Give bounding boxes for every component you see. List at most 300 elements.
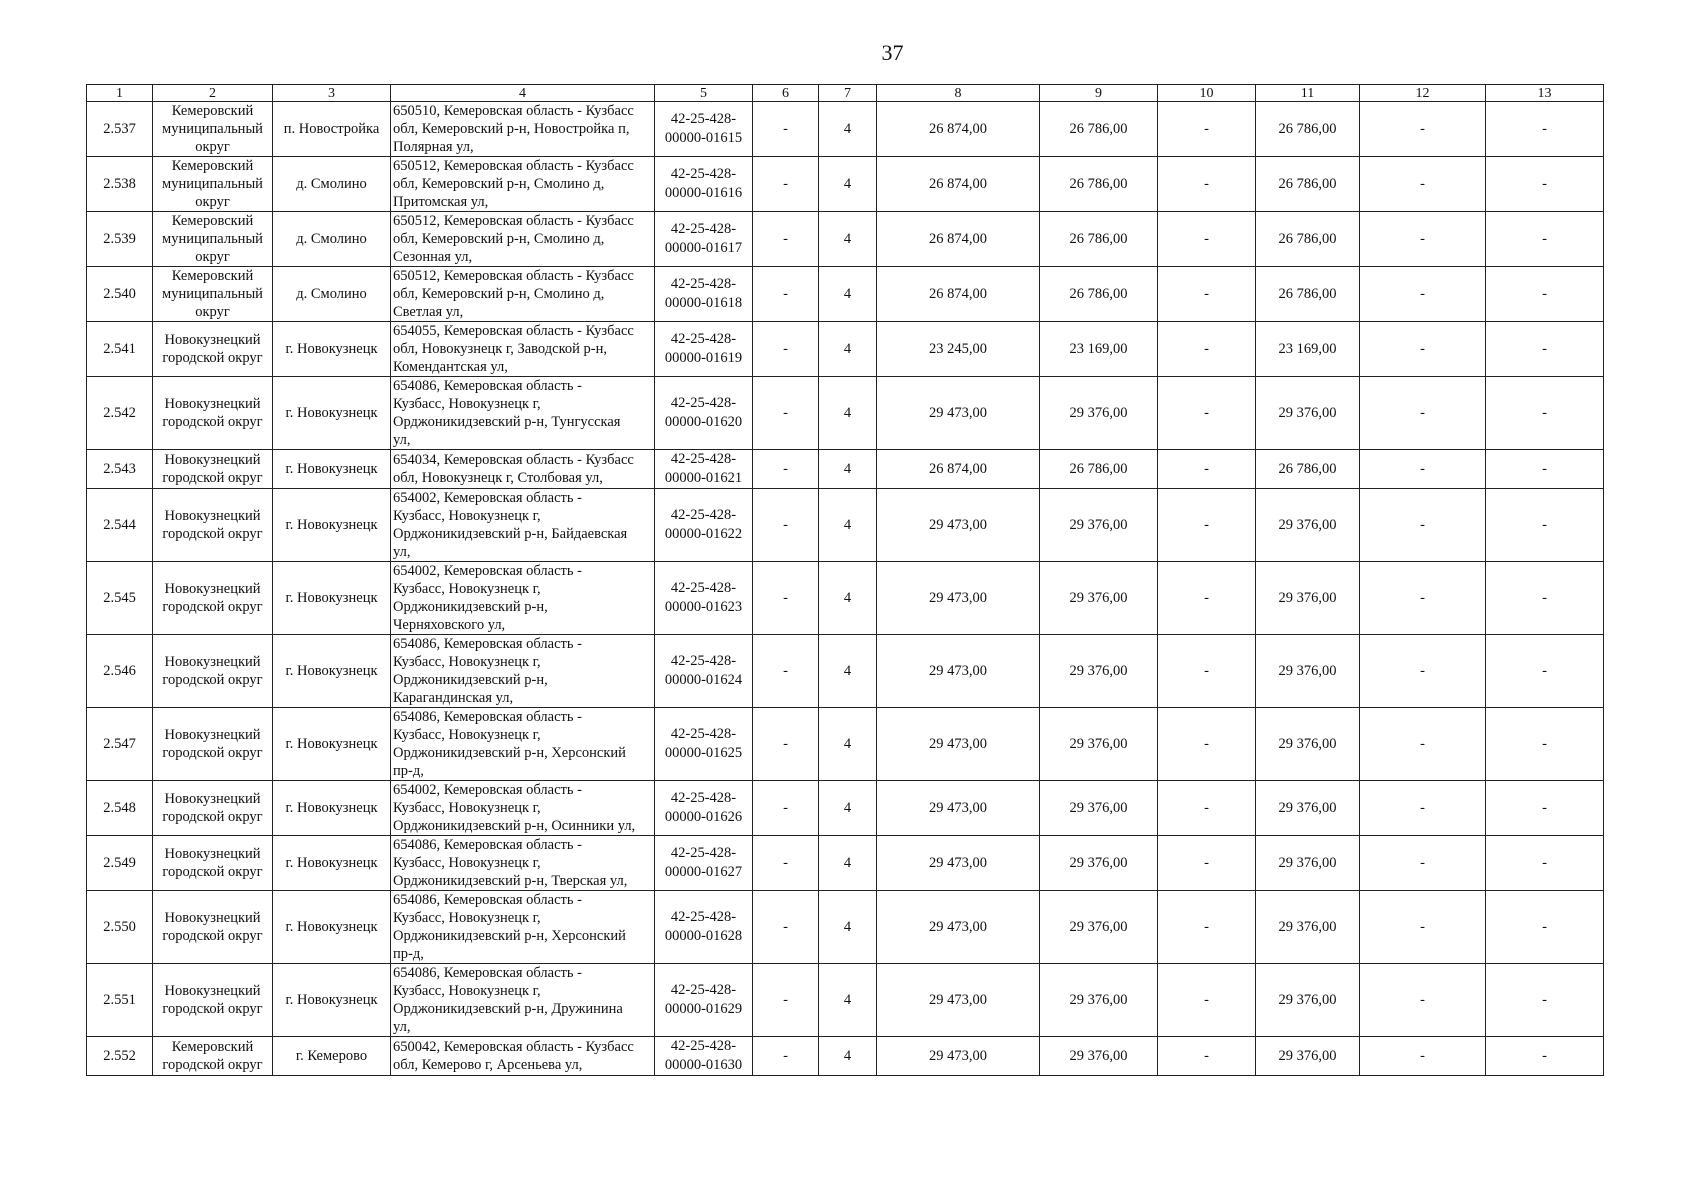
row-number: 2.540 (87, 267, 153, 322)
column-header: 10 (1158, 85, 1256, 102)
value-cell-11: 29 376,00 (1256, 635, 1360, 708)
cell-line: Орджоникидзевский р-н, Херсонский (393, 745, 626, 761)
value-cell-9: 29 376,00 (1040, 781, 1158, 836)
value-cell-7: 4 (819, 489, 877, 562)
cell-line: 00000-01619 (664, 350, 743, 366)
locality-cell: г. Новокузнецк (273, 322, 391, 377)
cell-line: 00000-01627 (664, 864, 743, 880)
value-cell-7: 4 (819, 450, 877, 489)
value-cell-13: - (1486, 450, 1604, 489)
value-cell-9: 29 376,00 (1040, 1037, 1158, 1076)
value-cell-6: - (753, 322, 819, 377)
value-cell-10: - (1158, 212, 1256, 267)
cell-line: 00000-01615 (664, 130, 743, 146)
value-cell-12: - (1360, 377, 1486, 450)
cell-line: Новокузнецкий (164, 983, 261, 999)
value-cell-6: - (753, 635, 819, 708)
cell-line: Кемеровский (171, 268, 254, 284)
value-cell-7: 4 (819, 781, 877, 836)
locality-cell: д. Смолино (273, 212, 391, 267)
locality-cell: г. Новокузнецк (273, 708, 391, 781)
cell-line: ул, (393, 432, 411, 448)
cell-line: Новокузнецкий (164, 396, 261, 412)
cell-line: Кемеровский (171, 1039, 254, 1055)
column-header: 2 (153, 85, 273, 102)
value-cell-8: 29 473,00 (877, 836, 1040, 891)
value-cell-12: - (1360, 102, 1486, 157)
value-cell-6: - (753, 891, 819, 964)
cell-line: Орджоникидзевский р-н, (393, 672, 548, 688)
district-cell (153, 1037, 273, 1076)
table-row (87, 157, 1604, 212)
cell-line: Кемеровский (171, 103, 254, 119)
value-cell-12: - (1360, 836, 1486, 891)
cell-line: муниципальный (162, 121, 263, 137)
address-cell (391, 489, 655, 562)
value-cell-9: 29 376,00 (1040, 836, 1158, 891)
table-row (87, 489, 1604, 562)
row-number: 2.548 (87, 781, 153, 836)
value-cell-9: 29 376,00 (1040, 964, 1158, 1037)
value-cell-9: 23 169,00 (1040, 322, 1158, 377)
address-cell (391, 964, 655, 1037)
address-cell (391, 708, 655, 781)
cell-line: городской округ (162, 350, 263, 366)
value-cell-11: 29 376,00 (1256, 562, 1360, 635)
cell-line: 42-25-428- (670, 845, 737, 861)
address-cell (391, 450, 655, 489)
cell-line: Орджоникидзевский р-н, Осинники ул, (393, 818, 636, 834)
value-cell-7: 4 (819, 157, 877, 212)
value-cell-8: 26 874,00 (877, 267, 1040, 322)
cell-line: 654086, Кемеровская область - (393, 892, 582, 908)
value-cell-11: 29 376,00 (1256, 891, 1360, 964)
value-cell-9: 29 376,00 (1040, 635, 1158, 708)
column-header: 13 (1486, 85, 1604, 102)
cell-line: 650512, Кемеровская область - Кузбасс (393, 268, 634, 284)
cell-line: 654055, Кемеровская область - Кузбасс (393, 323, 634, 339)
locality-cell: г. Новокузнецк (273, 489, 391, 562)
cell-line: 00000-01617 (664, 240, 743, 256)
value-cell-10: - (1158, 891, 1256, 964)
cell-line: муниципальный (162, 231, 263, 247)
value-cell-8: 26 874,00 (877, 102, 1040, 157)
value-cell-13: - (1486, 102, 1604, 157)
locality-cell: г. Новокузнецк (273, 377, 391, 450)
cell-line: 42-25-428- (670, 507, 737, 523)
value-cell-12: - (1360, 562, 1486, 635)
code-cell (655, 891, 753, 964)
cell-line: округ (195, 304, 230, 320)
value-cell-10: - (1158, 964, 1256, 1037)
cell-line: округ (195, 139, 230, 155)
cell-line: 00000-01630 (664, 1057, 743, 1073)
row-number: 2.545 (87, 562, 153, 635)
page-number: 37 (881, 40, 904, 65)
cell-line: Кузбасс, Новокузнецк г, (393, 800, 541, 816)
cell-line: Сезонная ул, (393, 249, 473, 265)
cell-line: 00000-01628 (664, 928, 743, 944)
value-cell-13: - (1486, 489, 1604, 562)
value-cell-6: - (753, 450, 819, 489)
cell-line: 650512, Кемеровская область - Кузбасс (393, 213, 634, 229)
value-cell-9: 29 376,00 (1040, 377, 1158, 450)
cell-line: 00000-01629 (664, 1001, 743, 1017)
cell-line: Орджоникидзевский р-н, Тунгусская (393, 414, 621, 430)
cell-line: 42-25-428- (670, 395, 737, 411)
code-cell (655, 1037, 753, 1076)
value-cell-12: - (1360, 1037, 1486, 1076)
cell-line: 654086, Кемеровская область - (393, 709, 582, 725)
value-cell-8: 29 473,00 (877, 489, 1040, 562)
district-cell (153, 267, 273, 322)
value-cell-10: - (1158, 377, 1256, 450)
row-number: 2.547 (87, 708, 153, 781)
value-cell-13: - (1486, 157, 1604, 212)
value-cell-6: - (753, 157, 819, 212)
value-cell-7: 4 (819, 635, 877, 708)
value-cell-7: 4 (819, 1037, 877, 1076)
cell-line: Орджоникидзевский р-н, Дружинина (393, 1001, 623, 1017)
value-cell-9: 26 786,00 (1040, 157, 1158, 212)
code-cell (655, 708, 753, 781)
row-number: 2.538 (87, 157, 153, 212)
value-cell-12: - (1360, 489, 1486, 562)
cell-line: ул, (393, 1019, 411, 1035)
column-header: 3 (273, 85, 391, 102)
column-header: 11 (1256, 85, 1360, 102)
value-cell-13: - (1486, 635, 1604, 708)
address-cell (391, 781, 655, 836)
cell-line: Кемеровский (171, 213, 254, 229)
cell-line: Новокузнецкий (164, 727, 261, 743)
cell-line: городской округ (162, 672, 263, 688)
cell-line: Новокузнецкий (164, 508, 261, 524)
address-cell (391, 157, 655, 212)
cell-line: 42-25-428- (670, 451, 737, 467)
column-header: 8 (877, 85, 1040, 102)
code-cell (655, 964, 753, 1037)
cell-line: 654002, Кемеровская область - (393, 490, 582, 506)
code-cell (655, 450, 753, 489)
cell-line: Новокузнецкий (164, 452, 261, 468)
cell-line: 00000-01625 (664, 745, 743, 761)
value-cell-6: - (753, 267, 819, 322)
cell-line: Черняховского ул, (393, 617, 506, 633)
value-cell-12: - (1360, 708, 1486, 781)
header-row (87, 85, 1604, 102)
value-cell-12: - (1360, 781, 1486, 836)
cell-line: городской округ (162, 599, 263, 615)
value-cell-6: - (753, 377, 819, 450)
cell-line: 42-25-428- (670, 653, 737, 669)
cell-line: 00000-01622 (664, 526, 743, 542)
table-row (87, 322, 1604, 377)
value-cell-6: - (753, 836, 819, 891)
cell-line: обл, Новокузнецк г, Столбовая ул, (393, 470, 603, 486)
value-cell-8: 29 473,00 (877, 562, 1040, 635)
value-cell-9: 26 786,00 (1040, 267, 1158, 322)
value-cell-6: - (753, 562, 819, 635)
cell-line: Орджоникидзевский р-н, Тверская ул, (393, 873, 628, 889)
cell-line: 650512, Кемеровская область - Кузбасс (393, 158, 634, 174)
code-cell (655, 212, 753, 267)
value-cell-13: - (1486, 836, 1604, 891)
value-cell-8: 29 473,00 (877, 708, 1040, 781)
value-cell-12: - (1360, 891, 1486, 964)
district-cell (153, 635, 273, 708)
table-row (87, 377, 1604, 450)
cell-line: обл, Кемерово г, Арсеньева ул, (393, 1057, 583, 1073)
cell-line: 42-25-428- (670, 726, 737, 742)
value-cell-13: - (1486, 212, 1604, 267)
value-cell-11: 29 376,00 (1256, 708, 1360, 781)
row-number: 2.542 (87, 377, 153, 450)
district-cell (153, 562, 273, 635)
cell-line: 654002, Кемеровская область - (393, 782, 582, 798)
cell-line: 42-25-428- (670, 221, 737, 237)
address-cell (391, 212, 655, 267)
locality-cell: г. Новокузнецк (273, 964, 391, 1037)
data-table (86, 84, 1604, 1076)
cell-line: 00000-01621 (664, 470, 743, 486)
cell-line: Кузбасс, Новокузнецк г, (393, 910, 541, 926)
value-cell-7: 4 (819, 836, 877, 891)
address-cell (391, 836, 655, 891)
column-header: 6 (753, 85, 819, 102)
value-cell-7: 4 (819, 212, 877, 267)
cell-line: Кузбасс, Новокузнецк г, (393, 727, 541, 743)
cell-line: Комендантская ул, (393, 359, 508, 375)
cell-line: 654086, Кемеровская область - (393, 965, 582, 981)
cell-line: Новокузнецкий (164, 332, 261, 348)
value-cell-8: 29 473,00 (877, 891, 1040, 964)
cell-line: 650042, Кемеровская область - Кузбасс (393, 1039, 634, 1055)
cell-line: пр-д, (393, 763, 424, 779)
row-number: 2.546 (87, 635, 153, 708)
cell-line: 654086, Кемеровская область - (393, 636, 582, 652)
cell-line: обл, Кемеровский р-н, Смолино д, (393, 286, 605, 302)
address-cell (391, 1037, 655, 1076)
value-cell-10: - (1158, 322, 1256, 377)
value-cell-8: 26 874,00 (877, 450, 1040, 489)
column-header: 1 (87, 85, 153, 102)
value-cell-6: - (753, 212, 819, 267)
cell-line: 42-25-428- (670, 909, 737, 925)
value-cell-13: - (1486, 781, 1604, 836)
cell-line: округ (195, 249, 230, 265)
table-row (87, 102, 1604, 157)
code-cell (655, 322, 753, 377)
value-cell-8: 26 874,00 (877, 157, 1040, 212)
value-cell-13: - (1486, 377, 1604, 450)
address-cell (391, 377, 655, 450)
district-cell (153, 322, 273, 377)
cell-line: городской округ (162, 809, 263, 825)
district-cell (153, 836, 273, 891)
value-cell-6: - (753, 781, 819, 836)
value-cell-10: - (1158, 157, 1256, 212)
value-cell-10: - (1158, 781, 1256, 836)
value-cell-9: 29 376,00 (1040, 891, 1158, 964)
locality-cell: г. Новокузнецк (273, 891, 391, 964)
value-cell-8: 29 473,00 (877, 377, 1040, 450)
value-cell-11: 29 376,00 (1256, 377, 1360, 450)
value-cell-9: 29 376,00 (1040, 562, 1158, 635)
cell-line: 654034, Кемеровская область - Кузбасс (393, 452, 634, 468)
cell-line: обл, Новокузнецк г, Заводской р-н, (393, 341, 607, 357)
cell-line: 42-25-428- (670, 1038, 737, 1054)
value-cell-8: 29 473,00 (877, 781, 1040, 836)
value-cell-10: - (1158, 1037, 1256, 1076)
code-cell (655, 377, 753, 450)
value-cell-10: - (1158, 450, 1256, 489)
value-cell-8: 23 245,00 (877, 322, 1040, 377)
code-cell (655, 102, 753, 157)
cell-line: 650510, Кемеровская область - Кузбасс (393, 103, 634, 119)
value-cell-6: - (753, 708, 819, 781)
value-cell-8: 29 473,00 (877, 635, 1040, 708)
value-cell-6: - (753, 489, 819, 562)
value-cell-6: - (753, 964, 819, 1037)
value-cell-10: - (1158, 562, 1256, 635)
value-cell-6: - (753, 1037, 819, 1076)
cell-line: обл, Кемеровский р-н, Смолино д, (393, 176, 605, 192)
value-cell-7: 4 (819, 322, 877, 377)
column-header: 9 (1040, 85, 1158, 102)
value-cell-11: 23 169,00 (1256, 322, 1360, 377)
address-cell (391, 322, 655, 377)
row-number: 2.549 (87, 836, 153, 891)
cell-line: 00000-01618 (664, 295, 743, 311)
column-header: 5 (655, 85, 753, 102)
district-cell (153, 708, 273, 781)
value-cell-7: 4 (819, 964, 877, 1037)
value-cell-10: - (1158, 708, 1256, 781)
district-cell (153, 891, 273, 964)
district-cell (153, 157, 273, 212)
cell-line: 00000-01616 (664, 185, 743, 201)
value-cell-11: 29 376,00 (1256, 1037, 1360, 1076)
table-row (87, 1037, 1604, 1076)
value-cell-12: - (1360, 322, 1486, 377)
cell-line: 42-25-428- (670, 276, 737, 292)
cell-line: Новокузнецкий (164, 791, 261, 807)
table-row (87, 267, 1604, 322)
cell-line: городской округ (162, 1057, 263, 1073)
cell-line: 00000-01626 (664, 809, 743, 825)
district-cell (153, 102, 273, 157)
value-cell-11: 29 376,00 (1256, 781, 1360, 836)
value-cell-9: 29 376,00 (1040, 489, 1158, 562)
code-cell (655, 489, 753, 562)
value-cell-7: 4 (819, 377, 877, 450)
cell-line: Притомская ул, (393, 194, 489, 210)
row-number: 2.539 (87, 212, 153, 267)
value-cell-10: - (1158, 635, 1256, 708)
cell-line: Новокузнецкий (164, 654, 261, 670)
cell-line: Кузбасс, Новокузнецк г, (393, 396, 541, 412)
value-cell-13: - (1486, 322, 1604, 377)
cell-line: городской округ (162, 864, 263, 880)
cell-line: Новокузнецкий (164, 581, 261, 597)
locality-cell: п. Новостройка (273, 102, 391, 157)
value-cell-10: - (1158, 267, 1256, 322)
address-cell (391, 891, 655, 964)
value-cell-9: 26 786,00 (1040, 212, 1158, 267)
value-cell-11: 26 786,00 (1256, 157, 1360, 212)
cell-line: обл, Кемеровский р-н, Новостройка п, (393, 121, 630, 137)
district-cell (153, 489, 273, 562)
row-number: 2.550 (87, 891, 153, 964)
value-cell-7: 4 (819, 562, 877, 635)
cell-line: Кемеровский (171, 158, 254, 174)
cell-line: городской округ (162, 1001, 263, 1017)
table-row (87, 450, 1604, 489)
value-cell-13: - (1486, 891, 1604, 964)
cell-line: ул, (393, 544, 411, 560)
value-cell-12: - (1360, 964, 1486, 1037)
table-body (87, 85, 1604, 1076)
locality-cell: д. Смолино (273, 267, 391, 322)
cell-line: 42-25-428- (670, 331, 737, 347)
value-cell-9: 29 376,00 (1040, 708, 1158, 781)
table-row (87, 891, 1604, 964)
cell-line: городской округ (162, 470, 263, 486)
value-cell-11: 26 786,00 (1256, 450, 1360, 489)
column-header: 7 (819, 85, 877, 102)
locality-cell: г. Новокузнецк (273, 781, 391, 836)
value-cell-12: - (1360, 635, 1486, 708)
value-cell-6: - (753, 102, 819, 157)
value-cell-10: - (1158, 102, 1256, 157)
cell-line: Полярная ул, (393, 139, 474, 155)
value-cell-11: 26 786,00 (1256, 212, 1360, 267)
value-cell-9: 26 786,00 (1040, 102, 1158, 157)
locality-cell: г. Кемерово (273, 1037, 391, 1076)
value-cell-10: - (1158, 836, 1256, 891)
value-cell-11: 26 786,00 (1256, 102, 1360, 157)
district-cell (153, 781, 273, 836)
cell-line: Орджоникидзевский р-н, Херсонский (393, 928, 626, 944)
locality-cell: г. Новокузнецк (273, 450, 391, 489)
value-cell-13: - (1486, 1037, 1604, 1076)
code-cell (655, 562, 753, 635)
cell-line: Карагандинская ул, (393, 690, 514, 706)
cell-line: Кузбасс, Новокузнецк г, (393, 581, 541, 597)
cell-line: 654086, Кемеровская область - (393, 378, 582, 394)
district-cell (153, 964, 273, 1037)
cell-line: 00000-01624 (664, 672, 743, 688)
value-cell-13: - (1486, 267, 1604, 322)
code-cell (655, 157, 753, 212)
cell-line: 42-25-428- (670, 982, 737, 998)
table-row (87, 635, 1604, 708)
cell-line: обл, Кемеровский р-н, Смолино д, (393, 231, 605, 247)
cell-line: 42-25-428- (670, 111, 737, 127)
locality-cell: г. Новокузнецк (273, 836, 391, 891)
cell-line: городской округ (162, 526, 263, 542)
value-cell-12: - (1360, 450, 1486, 489)
cell-line: Кузбасс, Новокузнецк г, (393, 855, 541, 871)
row-number: 2.541 (87, 322, 153, 377)
cell-line: 654002, Кемеровская область - (393, 563, 582, 579)
cell-line: городской округ (162, 414, 263, 430)
cell-line: городской округ (162, 745, 263, 761)
address-cell (391, 635, 655, 708)
cell-line: 42-25-428- (670, 580, 737, 596)
value-cell-11: 29 376,00 (1256, 489, 1360, 562)
